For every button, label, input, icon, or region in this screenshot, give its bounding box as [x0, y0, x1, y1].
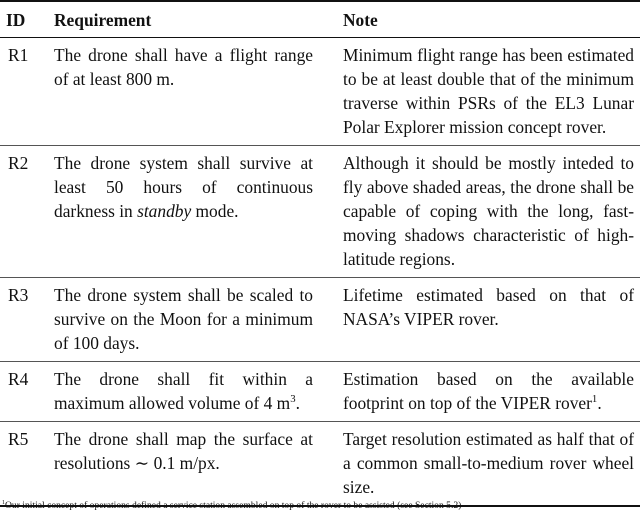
header-row [0, 1, 640, 38]
row-id: R4 [8, 369, 29, 389]
requirement-superscript: 3 [290, 393, 296, 406]
row-requirement [44, 146, 327, 278]
table-row-r4 [0, 362, 640, 422]
requirement-text-after: mode. [191, 201, 239, 221]
table-row-r3 [0, 278, 640, 362]
requirement-emphasis: standby [137, 201, 192, 221]
row-note [327, 362, 640, 422]
row-note: Target resolution estimated as half that of a common small-to-medium rover wheel size. [343, 429, 634, 497]
header-requirement: Requirement [54, 10, 152, 30]
table-row-r5 [0, 422, 640, 507]
footnote-marker: 1 [2, 499, 5, 506]
row-note: Minimum flight range has been estimated to be at least double that of the minimum traverse within PSRs of the EL3 Lunar Polar Explorer mission concept rover. [343, 45, 634, 137]
row-note: Although it should be mostly inteded to fly above shaded areas, the drone shall be capable of coping with the long, fast-moving shadows characteristic of high-latitude regions. [343, 153, 634, 269]
header-note: Note [343, 10, 378, 30]
table-header [0, 1, 640, 38]
note-text-end: . [597, 393, 602, 413]
requirement-text-before: The drone system shall survive at least 50 hours of continuous darkness in [54, 153, 313, 221]
row-requirement: The drone shall map the surface at resolutions ∼ 0.1 m/px. [54, 429, 313, 473]
row-note: Lifetime estimated based on that of NASA’s VIPER rover. [343, 285, 634, 329]
table-row-r1 [0, 38, 640, 146]
header-id: ID [6, 10, 26, 30]
row-id: R2 [8, 153, 29, 173]
note-text: Estimation based on the available footprint on top of the VIPER rover [343, 369, 634, 413]
row-id: R1 [8, 45, 29, 65]
requirement-text-end: . [295, 393, 300, 413]
table-row-r2 [0, 146, 640, 278]
requirement-text: The drone shall fit within a maximum allowed volume of 4 m [54, 369, 313, 413]
footnote-reference[interactable]: 1 [591, 393, 598, 406]
row-id: R5 [8, 429, 29, 449]
table-body [0, 38, 640, 507]
row-requirement: The drone shall have a flight range of at least 800 m. [54, 45, 313, 89]
row-requirement [44, 362, 327, 422]
row-requirement: The drone system shall be scaled to survive on the Moon for a minimum of 100 days. [54, 285, 313, 353]
footnote [2, 500, 461, 512]
row-id: R3 [8, 285, 29, 305]
footnote-text: Our initial concept of operations defined a service station assembled on top of the rover to be assisted (see Section 5.2) [4, 500, 462, 511]
